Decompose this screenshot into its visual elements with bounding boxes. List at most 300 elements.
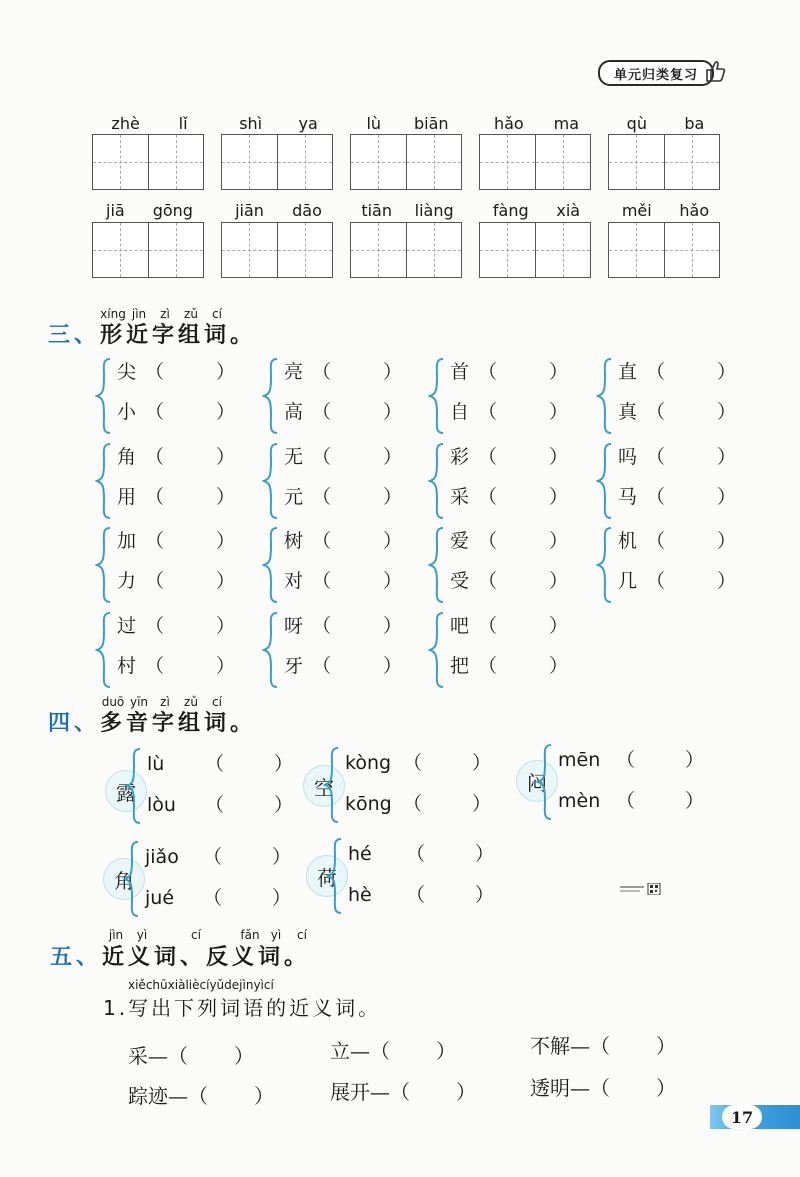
pinyin-syllable: jiā: [106, 201, 125, 220]
open-paren: （: [590, 1076, 610, 1100]
word-row: [117, 526, 235, 553]
close-paren: ）: [216, 486, 236, 508]
word-row: [117, 566, 235, 593]
synonym-word: 采—: [128, 1044, 168, 1068]
open-paren: （: [646, 570, 666, 592]
brace-icon: [95, 526, 115, 604]
open-paren: （: [188, 1084, 208, 1108]
brace-icon: [262, 357, 282, 435]
char: 直: [618, 361, 638, 383]
char: 力: [117, 570, 137, 592]
reading-row: [345, 789, 491, 816]
synonym-item: [128, 1040, 254, 1069]
char: 马: [618, 486, 638, 508]
close-paren: ）: [383, 446, 403, 468]
writing-cell[interactable]: [535, 135, 591, 189]
reading-row: [147, 749, 293, 776]
close-paren: ）: [717, 530, 737, 552]
char: 用: [117, 486, 137, 508]
polyphone-char: 空: [303, 765, 345, 807]
brace-icon: [428, 442, 448, 520]
close-paren: ）: [216, 570, 236, 592]
writing-cell[interactable]: [148, 223, 204, 277]
reading-pinyin: hé: [348, 843, 372, 865]
pinyin-syllable: fàng: [492, 201, 529, 220]
heading-pinyin-syllable: liè: [185, 978, 200, 992]
open-paren: （: [406, 884, 426, 906]
word-row: [618, 566, 736, 593]
close-paren: ）: [549, 361, 569, 383]
brace-icon: [596, 526, 616, 604]
word-row: [450, 357, 568, 384]
reading-row: [345, 748, 491, 775]
close-paren: ）: [383, 530, 403, 552]
heading-pinyin-syllable: duō: [101, 695, 125, 709]
close-paren: ）: [216, 615, 236, 637]
word-row: [284, 566, 402, 593]
reading-pinyin: kōng: [345, 793, 392, 815]
grid-pinyin: [608, 201, 723, 220]
similar-char-pair: [428, 355, 569, 439]
writing-cell[interactable]: [535, 223, 591, 277]
brace-icon: [95, 442, 115, 520]
open-paren: （: [145, 361, 165, 383]
reading-pinyin: hè: [348, 884, 372, 906]
char: 无: [284, 446, 304, 468]
close-paren: ）: [254, 1084, 274, 1108]
close-paren: ）: [549, 486, 569, 508]
heading-pinyin-syllable: xià: [167, 978, 186, 992]
char: 采: [450, 486, 470, 508]
sec3-title-text: 形近字组词: [100, 323, 231, 348]
grid-pinyin: [221, 201, 336, 220]
heading-pinyin-syllable: zǔ: [184, 307, 198, 321]
open-paren: （: [616, 790, 636, 812]
brace-icon: [596, 357, 616, 435]
close-paren: ）: [383, 570, 403, 592]
pinyin-syllable: biān: [413, 114, 449, 133]
similar-char-pair: [95, 355, 236, 439]
close-paren: ）: [383, 655, 403, 677]
char: 受: [450, 570, 470, 592]
polyphone-char: 露: [105, 770, 147, 812]
brace-icon: [326, 837, 346, 915]
close-paren: ）: [656, 1034, 676, 1058]
close-paren: ）: [272, 887, 292, 909]
brace-icon: [428, 526, 448, 604]
close-paren: ）: [685, 749, 705, 771]
reading-row: [145, 842, 291, 869]
word-row: [450, 611, 568, 638]
open-paren: （: [312, 655, 332, 677]
open-paren: （: [406, 843, 426, 865]
pinyin-syllable: hǎo: [679, 201, 710, 220]
close-paren: ）: [216, 655, 236, 677]
writing-grid[interactable]: [479, 134, 591, 190]
char: 把: [450, 655, 470, 677]
open-paren: （: [646, 446, 666, 468]
close-paren: ）: [656, 1076, 676, 1100]
heading-pinyin-syllable: zǔ: [184, 695, 198, 709]
pinyin-syllable: jiān: [235, 201, 264, 220]
open-paren: （: [312, 530, 332, 552]
heading-pinyin-syllable: xíng: [100, 307, 126, 321]
sec5-number: 五、: [50, 945, 103, 970]
heading-pinyin-syllable: zì: [160, 695, 170, 709]
word-row: [284, 357, 402, 384]
pinyin-syllable: liàng: [414, 201, 454, 220]
word-row: [117, 397, 235, 424]
close-paren: ）: [549, 530, 569, 552]
char: 亮: [284, 361, 304, 383]
sub1-title: [103, 992, 381, 1021]
synonym-item: [330, 1035, 456, 1064]
open-paren: （: [478, 655, 498, 677]
writing-cell[interactable]: [351, 223, 406, 277]
similar-char-pair: [95, 609, 236, 693]
char: 自: [450, 401, 470, 423]
open-paren: （: [370, 1039, 390, 1063]
char: 牙: [284, 655, 304, 677]
char: 过: [117, 615, 137, 637]
word-row: [284, 442, 402, 469]
open-paren: （: [203, 846, 223, 868]
synonym-item: [330, 1076, 476, 1105]
reading-row: [147, 790, 293, 817]
open-paren: （: [145, 486, 165, 508]
writing-grid[interactable]: [221, 134, 333, 190]
word-row: [284, 397, 402, 424]
writing-cell[interactable]: [222, 223, 277, 277]
open-paren: （: [403, 752, 423, 774]
similar-char-pair: [428, 440, 569, 524]
reading-pinyin: lù: [147, 753, 165, 775]
brace-icon: [323, 746, 343, 824]
sec3-number: 三、: [48, 323, 101, 348]
pinyin-syllable: hǎo: [493, 114, 524, 133]
writing-cell[interactable]: [351, 135, 406, 189]
sec4-title-text: 多音字组词: [100, 711, 231, 736]
polyphone-char: 角: [103, 858, 145, 900]
close-paren: ）: [475, 884, 495, 906]
similar-char-pair: [262, 609, 403, 693]
reading-pinyin: mēn: [558, 749, 601, 771]
sec3-period: 。: [230, 323, 257, 348]
word-row: [284, 651, 402, 678]
char: 首: [450, 361, 470, 383]
word-row: [117, 611, 235, 638]
synonym-item: [530, 1030, 676, 1059]
sec5-title: [50, 940, 310, 971]
synonym-word: 踪迹—: [128, 1084, 188, 1108]
writing-cell[interactable]: [609, 223, 664, 277]
similar-char-pair: [95, 440, 236, 524]
open-paren: （: [312, 486, 332, 508]
reading-pinyin: lòu: [147, 794, 176, 816]
writing-grid[interactable]: [608, 222, 720, 278]
sec4-period: 。: [230, 711, 257, 736]
close-paren: ）: [717, 361, 737, 383]
open-paren: （: [478, 486, 498, 508]
writing-cell[interactable]: [222, 135, 277, 189]
open-paren: （: [646, 401, 666, 423]
writing-grid[interactable]: [479, 222, 591, 278]
word-row: [618, 526, 736, 553]
polyphone-readings: [125, 745, 295, 829]
pinyin-syllable: zhè: [111, 114, 140, 133]
writing-cell[interactable]: [406, 135, 462, 189]
pinyin-syllable: ba: [684, 114, 705, 133]
close-paren: ）: [272, 846, 292, 868]
pinyin-syllable: qù: [626, 114, 647, 133]
open-paren: （: [145, 401, 165, 423]
heading-pinyin-syllable: fǎn: [240, 928, 260, 942]
open-paren: （: [478, 361, 498, 383]
reading-row: [558, 745, 704, 772]
brace-icon: [262, 442, 282, 520]
char: 爱: [450, 530, 470, 552]
polyphone-readings: [323, 744, 493, 828]
char: 吗: [618, 446, 638, 468]
brace-icon: [262, 611, 282, 689]
char: 对: [284, 570, 304, 592]
heading-pinyin-syllable: yǔ: [209, 978, 225, 992]
heading-pinyin-syllable: jìn: [108, 928, 124, 942]
close-paren: ）: [475, 843, 495, 865]
word-row: [117, 357, 235, 384]
heading-pinyin-syllable: de: [224, 978, 240, 992]
close-paren: ）: [472, 752, 492, 774]
close-paren: ）: [717, 446, 737, 468]
writing-cell[interactable]: [609, 135, 664, 189]
writing-cell[interactable]: [664, 135, 720, 189]
word-row: [618, 442, 736, 469]
writing-grid[interactable]: [350, 222, 462, 278]
word-row: [450, 397, 568, 424]
close-paren: ）: [717, 570, 737, 592]
grid-pinyin: [92, 114, 207, 133]
pinyin-syllable: lǐ: [178, 114, 188, 133]
char: 村: [117, 655, 137, 677]
close-paren: ）: [216, 361, 236, 383]
word-row: [117, 482, 235, 509]
reading-pinyin: mèn: [558, 790, 601, 812]
close-paren: ）: [383, 361, 403, 383]
writing-cell[interactable]: [277, 135, 333, 189]
heading-pinyin-syllable: cí: [199, 978, 210, 992]
pinyin-syllable: shì: [239, 114, 263, 133]
open-paren: （: [312, 615, 332, 637]
brace-icon: [95, 357, 115, 435]
open-paren: （: [478, 401, 498, 423]
heading-pinyin-syllable: yì: [253, 978, 264, 992]
writing-grid[interactable]: [350, 134, 462, 190]
open-paren: （: [145, 570, 165, 592]
brace-icon: [428, 357, 448, 435]
pinyin-syllable: lù: [366, 114, 382, 133]
word-row: [284, 482, 402, 509]
word-row: [450, 526, 568, 553]
close-paren: ）: [383, 615, 403, 637]
grid-pinyin: [350, 114, 465, 133]
word-row: [117, 651, 235, 678]
sec4-title: [48, 706, 256, 737]
sec3-title: [48, 318, 256, 349]
synonym-word: 展开—: [330, 1080, 390, 1104]
sec5-period: 。: [284, 945, 311, 970]
open-paren: （: [203, 887, 223, 909]
char: 彩: [450, 446, 470, 468]
open-paren: （: [205, 794, 225, 816]
open-paren: （: [478, 446, 498, 468]
brace-icon: [596, 442, 616, 520]
writing-grid[interactable]: [92, 134, 204, 190]
open-paren: （: [478, 530, 498, 552]
open-paren: （: [312, 361, 332, 383]
similar-char-pair: [596, 355, 737, 439]
writing-cell[interactable]: [664, 223, 720, 277]
close-paren: ）: [274, 794, 294, 816]
pinyin-syllable: gōng: [152, 201, 193, 220]
close-paren: ）: [216, 401, 236, 423]
writing-cell[interactable]: [148, 135, 204, 189]
unit-review-badge: [598, 60, 714, 86]
open-paren: （: [478, 570, 498, 592]
synonym-word: 透明—: [530, 1076, 590, 1100]
close-paren: ）: [216, 446, 236, 468]
sub1-label: 1.写出下列词语的近义词: [103, 996, 359, 1020]
char: 加: [117, 530, 137, 552]
heading-pinyin-syllable: chū: [145, 978, 168, 992]
close-paren: ）: [685, 790, 705, 812]
close-paren: ）: [383, 401, 403, 423]
open-paren: （: [646, 361, 666, 383]
grid-pinyin: [479, 114, 594, 133]
polyphone-readings: [326, 835, 496, 919]
open-paren: （: [145, 446, 165, 468]
char: 呀: [284, 615, 304, 637]
synonym-item: [530, 1072, 676, 1101]
open-paren: （: [312, 401, 332, 423]
writing-grid[interactable]: [608, 134, 720, 190]
pinyin-syllable: dāo: [292, 201, 322, 220]
word-row: [117, 442, 235, 469]
thumbs-up-icon: [704, 59, 726, 83]
heading-pinyin-syllable: yì: [270, 928, 282, 942]
synonym-word: 立—: [330, 1039, 370, 1063]
open-paren: （: [478, 615, 498, 637]
writing-cell[interactable]: [277, 223, 333, 277]
close-paren: ）: [549, 570, 569, 592]
word-row: [450, 482, 568, 509]
sub1-period: 。: [358, 996, 382, 1020]
writing-cell[interactable]: [480, 223, 535, 277]
grid-pinyin: [92, 201, 207, 220]
open-paren: （: [312, 570, 332, 592]
word-row: [284, 611, 402, 638]
char: 尖: [117, 361, 137, 383]
polyphone-char: 荷: [306, 855, 348, 897]
open-paren: （: [390, 1080, 410, 1104]
qr-code-icon: [620, 883, 662, 895]
pinyin-syllable: xià: [556, 201, 581, 220]
sub1-pinyin: [128, 978, 274, 992]
char: 小: [117, 401, 137, 423]
synonym-word: 不解—: [530, 1034, 590, 1058]
close-paren: ）: [717, 401, 737, 423]
pinyin-syllable: ya: [298, 114, 318, 133]
char: 高: [284, 401, 304, 423]
similar-char-pair: [262, 524, 403, 608]
polyphone-readings: [536, 741, 706, 825]
open-paren: （: [145, 615, 165, 637]
heading-pinyin-syllable: yì: [136, 928, 148, 942]
reading-pinyin: kòng: [345, 752, 392, 774]
page-number-text: 17: [730, 1107, 754, 1127]
char: 角: [117, 446, 137, 468]
close-paren: ）: [274, 753, 294, 775]
heading-pinyin-syllable: yīn: [129, 695, 149, 709]
word-row: [450, 442, 568, 469]
writing-cell[interactable]: [480, 135, 535, 189]
open-paren: （: [646, 530, 666, 552]
close-paren: ）: [216, 530, 236, 552]
polyphone-readings: [123, 838, 293, 922]
writing-cell[interactable]: [406, 223, 462, 277]
heading-pinyin-syllable: cí: [297, 928, 307, 942]
word-row: [284, 526, 402, 553]
writing-grid[interactable]: [221, 222, 333, 278]
word-row: [618, 482, 736, 509]
open-paren: （: [145, 655, 165, 677]
close-paren: ）: [549, 615, 569, 637]
brace-icon: [536, 743, 556, 821]
writing-cell[interactable]: [93, 135, 148, 189]
similar-char-pair: [262, 355, 403, 439]
close-paren: ）: [472, 793, 492, 815]
heading-pinyin-syllable: cí: [212, 695, 222, 709]
word-row: [450, 566, 568, 593]
close-paren: ）: [456, 1080, 476, 1104]
sec4-number: 四、: [48, 711, 101, 736]
page-number: [722, 1105, 762, 1129]
heading-pinyin-syllable: jìn: [131, 307, 147, 321]
reading-row: [145, 883, 291, 910]
brace-icon: [125, 747, 145, 825]
similar-char-pair: [262, 440, 403, 524]
heading-pinyin-syllable: cí: [191, 928, 201, 942]
close-paren: ）: [549, 401, 569, 423]
reading-row: [348, 839, 494, 866]
brace-icon: [428, 611, 448, 689]
char: 树: [284, 530, 304, 552]
heading-pinyin-syllable: cí: [212, 307, 222, 321]
close-paren: ）: [234, 1044, 254, 1068]
synonym-item: [128, 1080, 274, 1109]
char: 机: [618, 530, 638, 552]
writing-grid[interactable]: [92, 222, 204, 278]
open-paren: （: [168, 1044, 188, 1068]
close-paren: ）: [717, 486, 737, 508]
grid-pinyin: [479, 201, 594, 220]
char: 几: [618, 570, 638, 592]
open-paren: （: [590, 1034, 610, 1058]
pinyin-syllable: ma: [553, 114, 580, 133]
heading-pinyin-syllable: cí: [263, 978, 274, 992]
writing-cell[interactable]: [93, 223, 148, 277]
open-paren: （: [403, 793, 423, 815]
brace-icon: [95, 611, 115, 689]
